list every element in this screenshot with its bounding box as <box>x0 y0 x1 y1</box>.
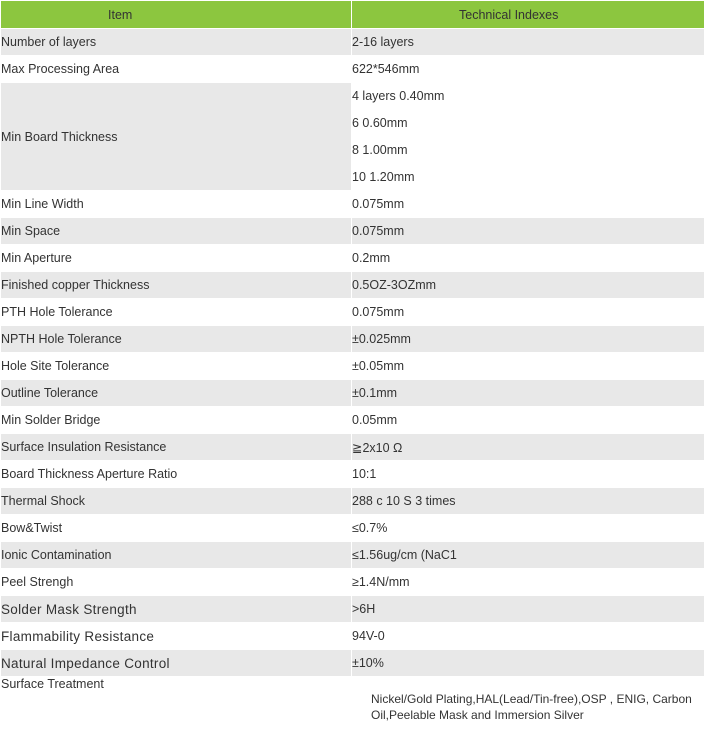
table-row <box>1 515 705 542</box>
table-row <box>1 461 705 488</box>
row-item: Min Space <box>1 218 352 245</box>
row-item: Surface Treatment <box>1 677 352 738</box>
row-value: ±0.05mm <box>352 353 705 380</box>
row-value: 0.2mm <box>352 245 705 272</box>
row-value: 0.05mm <box>352 407 705 434</box>
row-value: ≤0.7% <box>352 515 705 542</box>
table-row <box>1 83 705 110</box>
row-value: 10:1 <box>352 461 705 488</box>
table-row <box>1 326 705 353</box>
table-row <box>1 488 705 515</box>
row-item: Peel Strengh <box>1 569 352 596</box>
row-value: 622*546mm <box>352 56 705 83</box>
row-value: >6H <box>352 596 705 623</box>
row-value: 10 1.20mm <box>352 164 705 191</box>
row-item: Number of layers <box>1 29 352 56</box>
row-item: PTH Hole Tolerance <box>1 299 352 326</box>
row-item: Bow&Twist <box>1 515 352 542</box>
table-row <box>1 569 705 596</box>
row-value: 0.075mm <box>352 191 705 218</box>
table-row <box>1 353 705 380</box>
row-value: 288 c 10 S 3 times <box>352 488 705 515</box>
row-item: NPTH Hole Tolerance <box>1 326 352 353</box>
row-value: 0.5OZ-3OZmm <box>352 272 705 299</box>
table-row <box>1 542 705 569</box>
row-value: ±0.1mm <box>352 380 705 407</box>
header-indexes: Technical Indexes <box>352 1 705 29</box>
row-item: Min Aperture <box>1 245 352 272</box>
row-item: Finished copper Thickness <box>1 272 352 299</box>
row-item: Solder Mask Strength <box>1 596 352 623</box>
row-value: ±0.025mm <box>352 326 705 353</box>
row-item: Ionic Contamination <box>1 542 352 569</box>
row-item: Outline Tolerance <box>1 380 352 407</box>
table-row <box>1 650 705 677</box>
header-item: Item <box>1 1 352 29</box>
table-row <box>1 245 705 272</box>
table-row <box>1 623 705 650</box>
table-row <box>1 677 705 738</box>
row-value: ≧2x10 Ω <box>352 434 705 461</box>
row-value: 0.075mm <box>352 218 705 245</box>
row-value: 6 0.60mm <box>352 110 705 137</box>
row-item: Min Solder Bridge <box>1 407 352 434</box>
table-row <box>1 407 705 434</box>
table-row <box>1 380 705 407</box>
row-item: Thermal Shock <box>1 488 352 515</box>
row-item: Surface Insulation Resistance <box>1 434 352 461</box>
row-item: Min Line Width <box>1 191 352 218</box>
table-row <box>1 218 705 245</box>
table-row <box>1 56 705 83</box>
table-row <box>1 29 705 56</box>
row-value: 0.075mm <box>352 299 705 326</box>
row-value: ±10% <box>352 650 705 677</box>
row-item: Natural Impedance Control <box>1 650 352 677</box>
row-value: ≥1.4N/mm <box>352 569 705 596</box>
table-row <box>1 596 705 623</box>
row-value: ≤1.56ug/cm (NaC1 <box>352 542 705 569</box>
table-row <box>1 191 705 218</box>
row-value: 2-16 layers <box>352 29 705 56</box>
table-row <box>1 272 705 299</box>
row-item: Flammability Resistance <box>1 623 352 650</box>
row-item: Max Processing Area <box>1 56 352 83</box>
table-row <box>1 299 705 326</box>
row-value: Nickel/Gold Plating,HAL(Lead/Tin-free),OSP , ENIG, Carbon Oil,Peelable Mask and Immersion Silver <box>352 677 705 738</box>
table-row <box>1 434 705 461</box>
header-row <box>1 1 705 29</box>
row-value: 4 layers 0.40mm <box>352 83 705 110</box>
row-item: Board Thickness Aperture Ratio <box>1 461 352 488</box>
row-value: 94V-0 <box>352 623 705 650</box>
row-item: Hole Site Tolerance <box>1 353 352 380</box>
row-value: 8 1.00mm <box>352 137 705 164</box>
row-item: Min Board Thickness <box>1 83 352 191</box>
